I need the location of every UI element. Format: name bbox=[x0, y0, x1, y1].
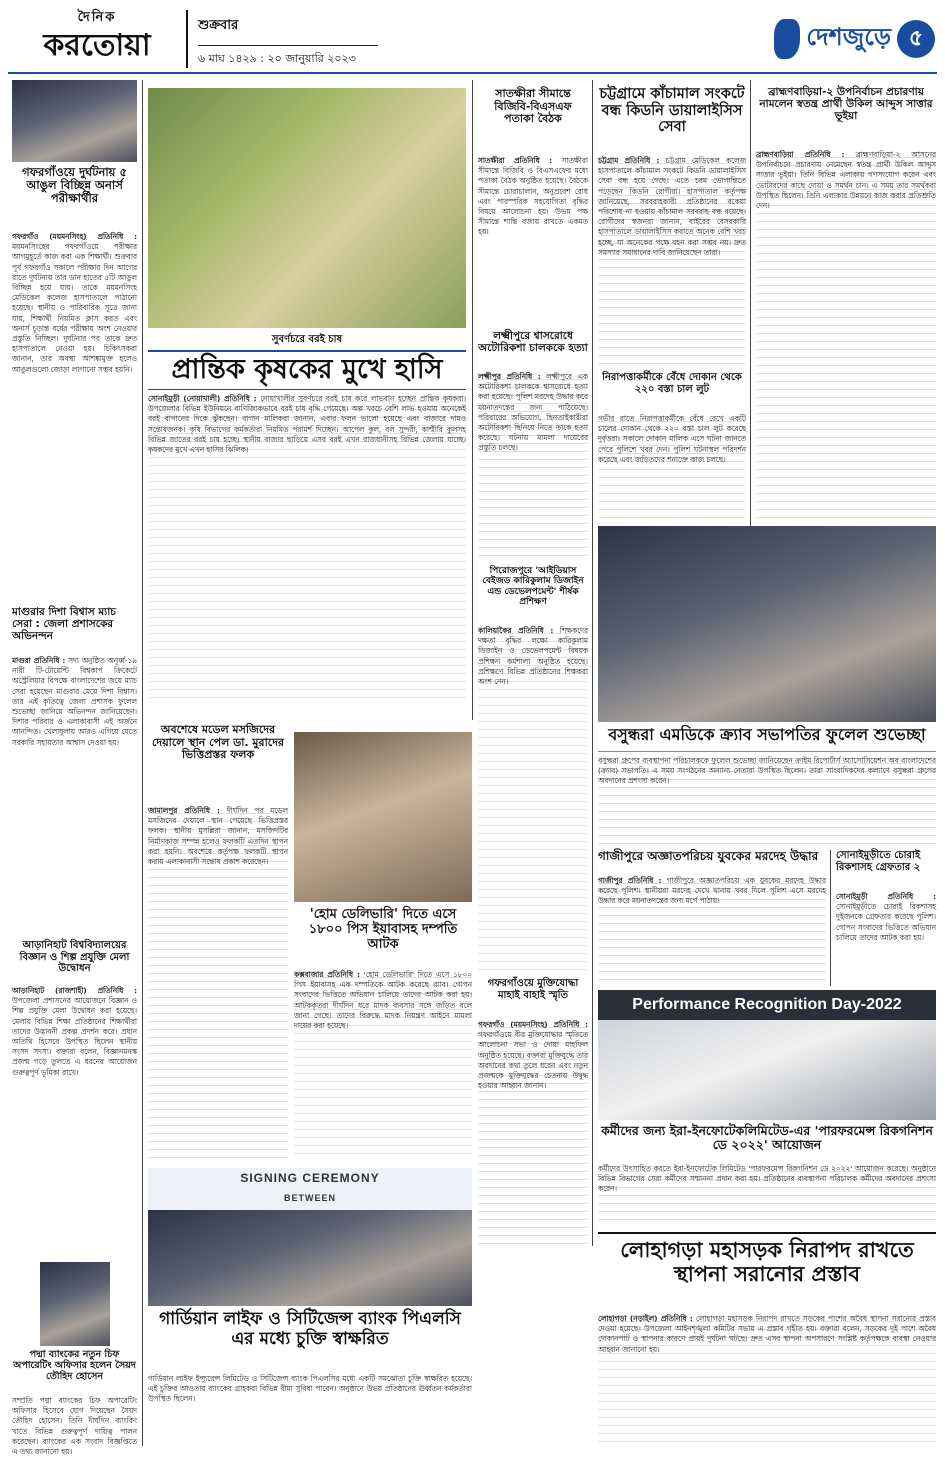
magura-body: সদ্য অনুষ্ঠিত অনূর্ধ্ব-১৯ নারী টি-টোয়েন্টি বিশ্বকাপ ক্রিকেটে অস্ট্রেলিয়ার বিপক্ষে বাংলাদেশের জয়ে ম্যাচ সেরা হয়েছেন মাগুরার মেয়ে দিশা বিশ্বাস। তার এই কৃতিত্বে জেলা প্রশাসক ফুলেল শুভেচ্ছা জানিয়ে অভিনন্দন জানিয়েছেন। দিশার পরিবার ও এলাকাবাসী এই অর্জনে আনন্দিত। খেলাধুলায় আরও এগিয়ে যেতে সরকারি সহায়তার আশ্বাস দেওয়া হয়। bbox=[12, 656, 137, 747]
chattogram-headline: চট্টগ্রামে কাঁচামাল সংকটে বন্ধ কিডনি ডায়ালাইসিস সেবা bbox=[599, 86, 745, 136]
column-divider bbox=[750, 80, 751, 530]
chattogram-byline: চট্টগ্রাম প্রতিনিধি : bbox=[598, 156, 660, 165]
lohagara-headline: লোহাগড়া মহাসড়ক নিরাপদ রাখতে স্থাপনা সরানোর প্রস্তাব bbox=[598, 1232, 936, 1310]
gafargaon-byline: গফরগাঁও (ময়মনসিংহ) প্রতিনিধি : bbox=[12, 232, 137, 241]
column-divider bbox=[472, 80, 473, 720]
issue-day: শুক্রবার bbox=[198, 18, 239, 33]
aranihat-body: উপজেলা প্রশাসনের আয়োজনে বিজ্ঞান ও শিল্প প্রযুক্তি মেলা উদ্বোধন করা হয়েছে। মেলায় বিভিন্ন শিক্ষা প্রতিষ্ঠানের শিক্ষার্থীরা তাদের উদ্ভাবনী প্রকল্প প্রদর্শন করে। প্রধান অতিথি হিসেবে উপস্থিত ছিলেন স্থানীয় সংসদ সদস্য। বক্তারা বলেন, বিজ্ঞানমনস্ক প্রজন্ম গড়ে তুলতে এ ধরনের আয়োজন গুরুত্বপূর্ণ ভূমিকা রাখে। bbox=[12, 996, 137, 1077]
section-header bbox=[730, 14, 935, 64]
curriculum-headline: পিরোজপুরে 'আইডিয়াস বেইজড কারিকুলাম ডিজাইন এন্ড ডেভেলপমেন্ট' শীর্ষক প্রশিক্ষণ bbox=[482, 566, 584, 608]
aranihat-headline: আড়ানিহাট বিশ্ববিদ্যালয়ের বিজ্ঞান ও শিল্প প্রযুক্তি মেলা উদ্বোধন bbox=[19, 940, 130, 974]
bangladesh-map-icon bbox=[774, 19, 800, 59]
gafargaon-body: ময়মনসিংহের গফরগাঁওয়ে পরীক্ষার আগমুহূর্তে কাজ করা এক শিক্ষার্থী। শুক্রবার পূর্ব গফরগাঁও সকালে পরীক্ষার দিন আগের রাতে দুর্ঘটনায় তার ডান হাতের ৫টি আঙুল বিচ্ছিন্ন হয়ে যায়। তাকে ময়মনসিংহ মেডিকেল কলেজ হাসপাতালে পাঠানো হয়েছে। স্থানীয় ও পারিবারিক সূত্রে জানা যায়, শিক্ষার্থী নিয়মিত ক্লাস করত এবং অনার্স চূড়ান্ত বর্ষের পরীক্ষায় অংশ নেওয়ার প্রস্তুতি নিচ্ছিল। দুর্ঘটনার পর তাকে দ্রুত হাসপাতালে নেওয়া হয়। চিকিৎসকরা জানান, তার অবস্থা আশঙ্কামুক্ত হলেও আঙুলগুলো জোড়া লাগানো সম্ভব হয়নি। bbox=[12, 242, 137, 374]
curriculum-byline: কালিয়াকৈর প্রতিনিধি : bbox=[478, 626, 554, 635]
era-headline: কর্মীদের জন্য ইরা-ইনফোটেকলিমিটেড-এর 'পারফরমেন্স রিকগনিশন ডে ২০২২' আয়োজন bbox=[601, 1123, 933, 1153]
aranihat-article bbox=[12, 986, 137, 1256]
column-divider bbox=[830, 850, 831, 986]
magura-article bbox=[12, 656, 137, 936]
curriculum-article bbox=[478, 626, 588, 976]
column-divider bbox=[142, 80, 143, 1446]
mosque-byline: জামালপুর প্রতিনিধি : bbox=[148, 806, 220, 815]
bashundhara-headline: বসুন্ধরা এমডিকে ক্র্যাব সভাপতির ফুলেল শুভেচ্ছা bbox=[598, 726, 936, 752]
date-bar bbox=[186, 10, 746, 68]
freedom-fighter-headline: গফরগাঁওয়ে মুক্তিযোদ্ধা মাহাই বাহাই স্মৃতি bbox=[487, 978, 579, 1001]
guardian-headline: গার্ডিয়ান লাইফ ও সিটিজেন্স ব্যাংক পিএলসি এর মধ্যে চুক্তি স্বাক্ষরিত bbox=[159, 1309, 461, 1349]
gazipur-body: গাজীপুরে অজ্ঞাতপরিচয় এক যুবকের মরদেহ উদ্ধার করেছে পুলিশ। স্থানীয়রা মরদেহ দেখে থানায় খবর দিলে পুলিশ এসে মরদেহ উদ্ধার করে ময়নাতদন্তের জন্য মর্গে পাঠায়। bbox=[598, 876, 826, 906]
freedom-fighter-article bbox=[478, 1020, 588, 1246]
curriculum-body: শিক্ষকদের দক্ষতা বৃদ্ধির লক্ষ্যে কারিকুলাম ডিজাইন ও ডেভেলপমেন্ট বিষয়ক প্রশিক্ষণ কর্মশালা অনুষ্ঠিত হয়েছে। প্রশিক্ষণে বিভিন্ন প্রতিষ্ঠানের শিক্ষকরা অংশ নেন। bbox=[478, 626, 588, 687]
padma-bank-headline: পদ্মা ব্যাংকের নতুন চিফ অপারেটিং অফিসার হলেন সৈয়দ তৌহিদ হোসেন bbox=[13, 1349, 136, 1382]
yaba-headline: 'হোম ডেলিভারি' দিতে এসে ১৮০০ পিস ইয়াবাসহ দম্পতি আটক bbox=[308, 907, 458, 952]
column-divider bbox=[592, 80, 593, 1246]
lohagara-byline: লোহাগড়া (নড়াইল) প্রতিনিধি : bbox=[598, 1314, 693, 1323]
lohagara-body: লোহাগড়া মহাসড়ক নিরাপদ রাখতে সড়কের পাশের অবৈধ স্থাপনা সরানোর প্রস্তাব দেওয়া হয়েছে। উপজেলা আইনশৃঙ্খলা কমিটির সভায় এ প্রস্তাব গৃহীত হয়। বক্তারা বলেন, সড়কের দুই পাশে অবৈধ দোকানপাট ও স্থাপনার কারণে প্রায়ই দুর্ঘটনা ঘটছে। দ্রুত এসব স্থাপনা অপসারণে সংশ্লিষ্ট কর্তৃপক্ষকে ব্যবস্থা নেওয়ার আহ্বান জানানো হয়। bbox=[598, 1314, 936, 1354]
satkhira-article bbox=[478, 156, 588, 326]
brahmanbaria-article bbox=[756, 150, 936, 518]
signing-attendees-image bbox=[148, 1210, 472, 1306]
mosque-body: দীর্ঘদিন পর মডেল মসজিদের দেয়ালে স্থান পেয়েছে ভিত্তিপ্রস্তর ফলক। স্থানীয় মুসল্লিরা জানান, মসজিদটির নির্মাণকাজ সম্পন্ন হলেও ফলকটি এতদিন স্থাপন করা হয়নি। অবশেষে কর্তৃপক্ষ ফলকটি স্থাপন করায় এলাকাবাসী সন্তোষ প্রকাশ করেছেন। bbox=[148, 806, 288, 867]
plum-body: নোয়াখালীর সুবর্ণচরে বরই চাষ করে লাভবান হচ্ছেন প্রান্তিক কৃষকরা। উপজেলার বিভিন্ন ইউনিয়নে বাণিজ্যিকভাবে বরই চাষ বৃদ্ধি পেয়েছে। অল্প খরচে বেশি লাভ হওয়ায় অনেকেই বরই বাগানের দিকে ঝুঁকছেন। বাগান মালিকরা জানান, এবার ফলন ভালো হয়েছে এবং বাজারে দামও সন্তোষজনক। কৃষি বিভাগের কর্মকর্তারা নিয়মিত পরামর্শ দিচ্ছেন। আপেল কুল, বল সুন্দরী, কাশ্মীরি কুলসহ বিভিন্ন জাতের বরই চাষ হচ্ছে। স্থানীয় বাজার ছাড়িয়ে এসব বরই এখন রাজধানীসহ বিভিন্ন জেলায় যাচ্ছে। কৃষকদের মুখে এখন হাসির ঝিলিক। bbox=[148, 394, 466, 455]
brahmanbaria-byline: ব্রাহ্মণবাড়িয়া প্রতিনিধি : bbox=[756, 150, 845, 159]
yaba-body: 'হোম ডেলিভারি' দিতে এসে ১৮০০ পিস ইয়াবাসহ এক দম্পতিকে আটক করেছে র‍্যাব। গোপন সংবাদের ভিত্তিতে অভিযান চালিয়ে তাদের আটক করা হয়। আটককৃতরা দীর্ঘদিন ধরে মাদক ব্যবসার সঙ্গে জড়িত বলে জানা গেছে। তাদের বিরুদ্ধে মাদক নিয়ন্ত্রণ আইনে মামলা দায়ের করা হয়েছে। bbox=[294, 970, 472, 1031]
rice-loot-headline: নিরাপত্তাকর্মীকে বেঁধে দোকান থেকে ২২০ বস্তা চাল লুট bbox=[602, 372, 742, 395]
laxmipur-article bbox=[478, 372, 588, 562]
era-body: কর্মীদের উৎসাহিত করতে ইরা-ইনফোটেক লিমিটেড 'পারফরমেন্স রিকগনিশন ডে ২০২২' আয়োজন করেছে। অনুষ্ঠানে বিভিন্ন বিভাগের সেরা কর্মীদের সম্মাননা প্রদান করা হয়। প্রতিষ্ঠানের ব্যবস্থাপনা পরিচালক কর্মীদের অবদানের প্রশংসা করেন। bbox=[598, 1164, 936, 1226]
signing-banner-sub: BETWEEN bbox=[284, 1193, 336, 1203]
chattogram-body: চট্টগ্রাম মেডিকেল কলেজ হাসপাতালে কাঁচামাল সংকটে কিডনি ডায়ালাইসিস সেবা বন্ধ হয়ে গেছে। এতে চরম ভোগান্তিতে পড়েছেন কিডনি রোগীরা। হাসপাতাল কর্তৃপক্ষ জানিয়েছে, সরবরাহকারী প্রতিষ্ঠানের বকেয়া পরিশোধ না হওয়ায় কাঁচামাল সরবরাহ বন্ধ রয়েছে। রোগীদের স্বজনরা জানান, বাইরের বেসরকারি হাসপাতালে ডায়ালাইসিস করাতে অনেক বেশি খরচ হচ্ছে, যা অনেকের পক্ষে বহন করা সম্ভব নয়। দ্রুত সমস্যার সমাধানের দাবি জানিয়েছেন তারা। bbox=[598, 156, 746, 257]
sonaimuri-byline: সোনাইমুড়ী প্রতিনিধি : bbox=[836, 892, 936, 901]
laxmipur-headline: লক্ষ্মীপুরে শ্বাসরোধে অটোরিকশা চালককে হত্যা bbox=[478, 330, 588, 355]
page-number: ৫ bbox=[897, 20, 935, 58]
guardian-body: গার্ডিয়ান লাইফ ইন্স্যুরেন্স লিমিটেড ও সিটিজেন্স ব্যাংক পিএলসির মধ্যে একটি সমঝোতা চুক্তি স্বাক্ষরিত হয়েছে। এই চুক্তির আওতায় ব্যাংকের গ্রাহকরা বিভিন্ন বীমা সুবিধা পাবেন। অনুষ্ঠানে উভয় প্রতিষ্ঠানের ঊর্ধ্বতন কর্মকর্তারা উপস্থিত ছিলেন। bbox=[148, 1374, 472, 1404]
magura-headline: মাগুরার দিশা বিশ্বাস ম্যাচ সেরা : জেলা প্রশাসকের অভিনন্দন bbox=[12, 606, 116, 643]
plum-byline: সোনাইমুড়ী (নোয়াখালী) প্রতিনিধি : bbox=[148, 394, 257, 403]
logo-big-text: করতোয়া bbox=[43, 28, 151, 63]
freedom-fighter-body: গফরগাঁওয়ে বীর মুক্তিযোদ্ধার স্মৃতিতে আলোচনা সভা ও দোয়া মাহফিল অনুষ্ঠিত হয়েছে। বক্তারা মুক্তিযুদ্ধে তার অবদানের কথা তুলে ধরেন এবং নতুন প্রজন্মকে মুক্তিযুদ্ধের চেতনায় উদ্বুদ্ধ হওয়ার আহ্বান জানান। bbox=[478, 1030, 589, 1091]
freedom-fighter-byline: গফরগাঁও (ময়মনসিংহ) প্রতিনিধি : bbox=[478, 1020, 588, 1029]
yaba-article bbox=[294, 970, 472, 1158]
gafargaon-photo bbox=[12, 80, 137, 162]
padma-bank-portrait bbox=[40, 1262, 110, 1346]
laxmipur-body: লক্ষ্মীপুরে এক অটোরিকশা চালককে শ্বাসরোধে হত্যা করা হয়েছে। পুলিশ মরদেহ উদ্ধার করে ময়নাতদন্তের জন্য পাঠিয়েছে। পরিবারের অভিযোগ, ছিনতাইকারীরা অটোরিকশা ছিনিয়ে নিতে তাকে হত্যা করেছে। ঘটনায় মামলা দায়েরের প্রস্তুতি চলছে। bbox=[478, 372, 588, 453]
signing-ceremony-photo bbox=[148, 1168, 472, 1306]
sonaimuri-body: সোনাইমুড়ীতে চোরাই রিকশাসহ দুইজনকে গ্রেফতার করেছে পুলিশ। গোপন সংবাদের ভিত্তিতে অভিযান চালিয়ে তাদের আটক করা হয়। bbox=[836, 902, 936, 942]
satkhira-headline: সাতক্ষীরা সীমান্তে বিজিবি-বিএসএফ পতাকা বৈঠক bbox=[494, 87, 572, 126]
laxmipur-byline: লক্ষ্মীপুর প্রতিনিধি : bbox=[478, 372, 541, 381]
plum-photo-caption: সুবর্ণচরে বরই চাষ bbox=[271, 334, 343, 345]
plum-article bbox=[148, 394, 466, 704]
gazipur-article bbox=[598, 876, 826, 984]
padma-bank-body: সম্প্রতি পদ্মা ব্যাংকের চিফ অপারেটিং অফিসার হিসেবে যোগ দিয়েছেন সৈয়দ তৌহিদ হোসেন। তিনি দীর্ঘদিন ব্যাংকিং খাতে বিভিন্ন গুরুত্বপূর্ণ দায়িত্ব পালন করেছেন। ব্যাংকের এক সংবাদ বিজ্ঞপ্তিতে এ তথ্য জানানো হয়। bbox=[12, 1396, 137, 1457]
sonaimuri-article bbox=[836, 892, 936, 984]
bashundhara-body: বসুন্ধরা গ্রুপের ব্যবস্থাপনা পরিচালককে ফুলেল শুভেচ্ছা জানিয়েছেন ক্রাইম রিপোর্টার্স অ্যাসোসিয়েশন অব বাংলাদেশের (ক্র্যাব) সভাপতি। এ সময় সংগঠনের অন্যান্য নেতারা উপস্থিত ছিলেন। তারা সাংবাদিকদের কল্যাণে বসুন্ধরা গ্রুপের অবদানের প্রশংসা করেন। bbox=[598, 756, 936, 846]
satkhira-body: সাতক্ষীরা সীমান্তে বিজিবি ও বিএসএফের মধ্যে পতাকা বৈঠক অনুষ্ঠিত হয়েছে। বৈঠকে সীমান্তে চোরাচালান, অনুপ্রবেশ রোধ এবং পারস্পরিক সহযোগিতা বৃদ্ধির বিষয়ে আলোচনা হয়। উভয় পক্ষ সীমান্তে শান্তি বজায় রাখতে একমত হয়। bbox=[478, 156, 588, 237]
mosque-plaque-photo bbox=[294, 732, 472, 902]
magura-byline: মাগুরা প্রতিনিধি : bbox=[12, 656, 66, 665]
gazipur-byline: গাজীপুর প্রতিনিধি : bbox=[598, 876, 662, 885]
performance-day-banner: Performance Recognition Day-2022 bbox=[598, 990, 936, 1020]
yaba-byline: কক্সবাজার প্রতিনিধি : bbox=[294, 970, 360, 979]
newspaper-logo bbox=[12, 8, 182, 70]
signing-banner-title: SIGNING CEREMONY bbox=[240, 1171, 380, 1185]
bashundhara-greeting-photo bbox=[598, 526, 936, 722]
rice-loot-body: গভীর রাতে নিরাপত্তাকর্মীকে বেঁধে রেখে একটি চালের দোকান থেকে ২২০ বস্তা চাল লুট করেছে দুর্বৃত্তরা। সকালে দোকান মালিক এসে ঘটনা জানতে পেরে পুলিশে খবর দেন। পুলিশ ঘটনাস্থল পরিদর্শন করেছে এবং জড়িতদের শনাক্তে কাজ চলছে। bbox=[598, 414, 746, 520]
sonaimuri-headline: সোনাইমুড়ীতে চোরাই রিকশাসহ গ্রেফতার ২ bbox=[836, 850, 921, 873]
plum-farm-photo bbox=[148, 88, 466, 328]
issue-date: ৬ মাঘ ১৪২৯ : ২০ জানুয়ারি ২০২৩ bbox=[198, 45, 378, 69]
header-rule bbox=[8, 72, 937, 74]
lohagara-article bbox=[598, 1314, 936, 1446]
mosque-headline: অবশেষে মডেল মসজিদের দেয়ালে স্থান পেল ডা. মুরাদের ভিত্তিপ্রস্তর ফলক bbox=[151, 723, 285, 762]
performance-day-photo bbox=[598, 1020, 936, 1120]
gafargaon-headline: গফরগাঁওয়ে দুর্ঘটনায় ৫ আঙুল বিচ্ছিন্ন অনার্স পরীক্ষার্থীর bbox=[22, 165, 127, 206]
satkhira-byline: সাতক্ষীরা প্রতিনিধি : bbox=[478, 156, 553, 165]
logo-small-text: দৈনিক bbox=[77, 10, 117, 25]
gazipur-headline: গাজীপুরে অজ্ঞাতপরিচয় যুবকের মরদেহ উদ্ধার bbox=[598, 849, 819, 863]
aranihat-byline: আড়ানিহাট (রাজশাহী) প্রতিনিধি : bbox=[12, 986, 137, 995]
mosque-article bbox=[148, 806, 288, 1158]
chattogram-article bbox=[598, 156, 746, 368]
brahmanbaria-body: ব্রাহ্মণবাড়িয়া-২ আসনের উপনির্বাচনে প্রচারণায় নেমেছেন স্বতন্ত্র প্রার্থী উকিল আব্দুস সাত্তার ভূইয়া। তিনি বিভিন্ন এলাকায় গণসংযোগ করেন এবং ভোটারদের কাছে দোয়া ও সমর্থন চান। এ সময় তার সমর্থকরা উপস্থিত ছিলেন। তিনি এলাকার উন্নয়নে কাজ করার প্রতিশ্রুতি দেন। bbox=[756, 150, 936, 211]
gafargaon-article bbox=[12, 232, 137, 602]
plum-headline: প্রান্তিক কৃষকের মুখে হাসি bbox=[148, 350, 466, 390]
brahmanbaria-headline: ব্রাহ্মণবাড়িয়া-২ উপনির্বাচন প্রচারণায় নামলেন স্বতন্ত্র প্রার্থী উকিল আব্দুস সাত্তার ভূইয়া bbox=[759, 86, 933, 123]
section-title: দেশজুড়ে bbox=[806, 23, 891, 51]
